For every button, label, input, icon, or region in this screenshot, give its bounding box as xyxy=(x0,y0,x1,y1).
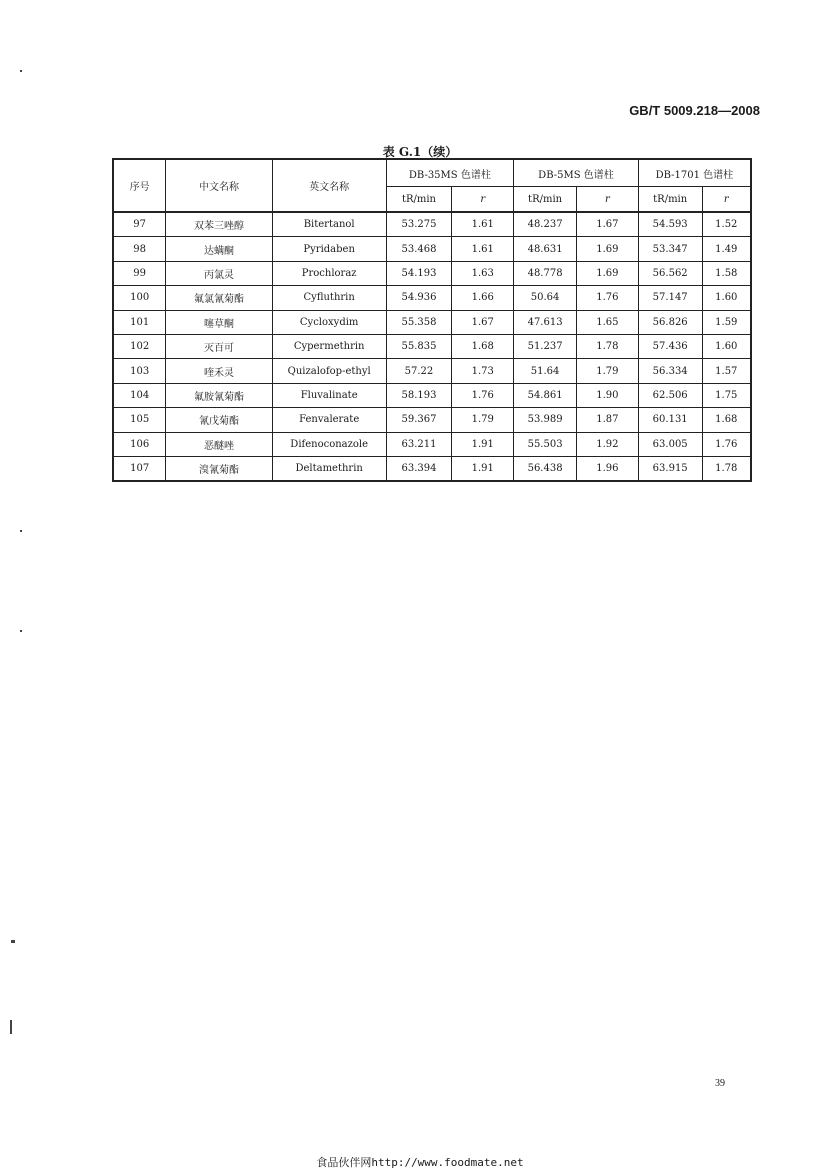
table-row xyxy=(113,310,751,334)
header-r: r xyxy=(577,187,639,213)
cell-english-name: Pyridaben xyxy=(272,237,386,261)
table-row xyxy=(113,408,751,432)
cell-db35ms-r: 1.76 xyxy=(452,383,514,407)
cell-chinese-name: 丙氯灵 xyxy=(166,261,272,285)
cell-db35ms-r: 1.91 xyxy=(452,456,514,481)
table-row xyxy=(113,456,751,481)
cell-db35ms-r: 1.61 xyxy=(452,237,514,261)
cell-db5ms-r: 1.79 xyxy=(577,359,639,383)
cell-db5ms-tr: 48.237 xyxy=(514,212,577,237)
cell-english-name: Cycloxydim xyxy=(272,310,386,334)
table-row xyxy=(113,286,751,310)
cell-serial: 107 xyxy=(113,456,166,481)
cell-db5ms-r: 1.87 xyxy=(577,408,639,432)
cell-serial: 103 xyxy=(113,359,166,383)
scan-artifact xyxy=(20,630,22,632)
header-r: r xyxy=(702,187,751,213)
cell-db35ms-tr: 55.358 xyxy=(386,310,452,334)
cell-db5ms-tr: 51.64 xyxy=(514,359,577,383)
cell-chinese-name: 氟胺氰菊酯 xyxy=(166,383,272,407)
cell-db1701-r: 1.57 xyxy=(702,359,751,383)
page-number: 39 xyxy=(715,1078,725,1089)
table-row xyxy=(113,432,751,456)
cell-db5ms-r: 1.78 xyxy=(577,334,639,358)
cell-db1701-tr: 57.436 xyxy=(638,334,702,358)
cell-db35ms-tr: 63.394 xyxy=(386,456,452,481)
cell-db1701-tr: 56.826 xyxy=(638,310,702,334)
cell-db35ms-r: 1.61 xyxy=(452,212,514,237)
cell-db35ms-tr: 55.835 xyxy=(386,334,452,358)
cell-serial: 106 xyxy=(113,432,166,456)
cell-serial: 102 xyxy=(113,334,166,358)
cell-db1701-r: 1.49 xyxy=(702,237,751,261)
cell-db35ms-r: 1.67 xyxy=(452,310,514,334)
cell-db1701-tr: 57.147 xyxy=(638,286,702,310)
cell-english-name: Fluvalinate xyxy=(272,383,386,407)
cell-db1701-tr: 56.562 xyxy=(638,261,702,285)
cell-db1701-tr: 53.347 xyxy=(638,237,702,261)
header-db5ms: DB-5MS 色谱柱 xyxy=(514,159,639,187)
cell-db35ms-r: 1.66 xyxy=(452,286,514,310)
cell-db35ms-tr: 53.468 xyxy=(386,237,452,261)
cell-db5ms-tr: 51.237 xyxy=(514,334,577,358)
cell-db35ms-tr: 54.193 xyxy=(386,261,452,285)
cell-db5ms-r: 1.69 xyxy=(577,237,639,261)
table-row xyxy=(113,261,751,285)
cell-db5ms-r: 1.76 xyxy=(577,286,639,310)
scan-artifact xyxy=(11,940,15,943)
cell-db35ms-r: 1.91 xyxy=(452,432,514,456)
cell-db5ms-r: 1.69 xyxy=(577,261,639,285)
cell-db1701-r: 1.68 xyxy=(702,408,751,432)
cell-db5ms-tr: 47.613 xyxy=(514,310,577,334)
cell-serial: 97 xyxy=(113,212,166,237)
cell-db1701-r: 1.60 xyxy=(702,286,751,310)
cell-chinese-name: 达螨酮 xyxy=(166,237,272,261)
header-db1701: DB-1701 色谱柱 xyxy=(638,159,751,187)
cell-serial: 99 xyxy=(113,261,166,285)
cell-db1701-r: 1.59 xyxy=(702,310,751,334)
cell-chinese-name: 氟氯氰菊酯 xyxy=(166,286,272,310)
cell-db1701-tr: 62.506 xyxy=(638,383,702,407)
retention-time-table xyxy=(112,158,752,482)
cell-english-name: Deltamethrin xyxy=(272,456,386,481)
header-tr: tR/min xyxy=(386,187,452,213)
cell-db1701-r: 1.75 xyxy=(702,383,751,407)
cell-db5ms-tr: 55.503 xyxy=(514,432,577,456)
cell-english-name: Fenvalerate xyxy=(272,408,386,432)
table-row xyxy=(113,237,751,261)
standard-code: GB/T 5009.218—2008 xyxy=(629,103,760,118)
table-row xyxy=(113,212,751,237)
cell-english-name: Bitertanol xyxy=(272,212,386,237)
cell-english-name: Cypermethrin xyxy=(272,334,386,358)
cell-db5ms-tr: 53.989 xyxy=(514,408,577,432)
cell-db35ms-r: 1.68 xyxy=(452,334,514,358)
cell-serial: 100 xyxy=(113,286,166,310)
cell-db1701-tr: 56.334 xyxy=(638,359,702,383)
cell-db1701-tr: 63.005 xyxy=(638,432,702,456)
header-serial: 序号 xyxy=(113,159,166,212)
cell-chinese-name: 氰戊菊酯 xyxy=(166,408,272,432)
cell-chinese-name: 喹禾灵 xyxy=(166,359,272,383)
cell-db35ms-tr: 57.22 xyxy=(386,359,452,383)
cell-english-name: Quizalofop-ethyl xyxy=(272,359,386,383)
cell-english-name: Prochloraz xyxy=(272,261,386,285)
cell-db35ms-tr: 63.211 xyxy=(386,432,452,456)
cell-db35ms-r: 1.79 xyxy=(452,408,514,432)
scan-artifact xyxy=(20,70,22,72)
cell-db35ms-r: 1.63 xyxy=(452,261,514,285)
cell-db1701-tr: 60.131 xyxy=(638,408,702,432)
cell-db5ms-r: 1.65 xyxy=(577,310,639,334)
cell-english-name: Difenoconazole xyxy=(272,432,386,456)
cell-db1701-tr: 54.593 xyxy=(638,212,702,237)
cell-db5ms-tr: 48.631 xyxy=(514,237,577,261)
cell-db35ms-tr: 58.193 xyxy=(386,383,452,407)
cell-db5ms-r: 1.90 xyxy=(577,383,639,407)
header-tr: tR/min xyxy=(514,187,577,213)
cell-db1701-r: 1.58 xyxy=(702,261,751,285)
table-caption: 表 G.1（续） xyxy=(382,145,458,159)
header-english-name: 英文名称 xyxy=(272,159,386,212)
cell-db5ms-tr: 56.438 xyxy=(514,456,577,481)
cell-db1701-r: 1.52 xyxy=(702,212,751,237)
header-chinese-name: 中文名称 xyxy=(166,159,272,212)
cell-db5ms-r: 1.96 xyxy=(577,456,639,481)
cell-chinese-name: 恶醚唑 xyxy=(166,432,272,456)
cell-serial: 98 xyxy=(113,237,166,261)
cell-db5ms-tr: 48.778 xyxy=(514,261,577,285)
table-row xyxy=(113,334,751,358)
cell-db1701-r: 1.76 xyxy=(702,432,751,456)
cell-db35ms-tr: 54.936 xyxy=(386,286,452,310)
scan-artifact xyxy=(10,1020,12,1034)
table-row xyxy=(113,359,751,383)
cell-db5ms-r: 1.92 xyxy=(577,432,639,456)
header-tr: tR/min xyxy=(638,187,702,213)
cell-db1701-r: 1.78 xyxy=(702,456,751,481)
cell-db35ms-r: 1.73 xyxy=(452,359,514,383)
table-row xyxy=(113,383,751,407)
cell-db5ms-tr: 50.64 xyxy=(514,286,577,310)
footer-url: 食品伙伴网http://www.foodmate.net xyxy=(316,1156,524,1169)
scan-artifact xyxy=(20,530,22,532)
cell-serial: 104 xyxy=(113,383,166,407)
cell-db35ms-tr: 53.275 xyxy=(386,212,452,237)
cell-chinese-name: 双苯三唑醇 xyxy=(166,212,272,237)
header-r: r xyxy=(452,187,514,213)
cell-db1701-tr: 63.915 xyxy=(638,456,702,481)
header-db35ms: DB-35MS 色谱柱 xyxy=(386,159,514,187)
cell-serial: 101 xyxy=(113,310,166,334)
cell-chinese-name: 溴氰菊酯 xyxy=(166,456,272,481)
cell-db5ms-tr: 54.861 xyxy=(514,383,577,407)
cell-chinese-name: 灭百可 xyxy=(166,334,272,358)
cell-serial: 105 xyxy=(113,408,166,432)
cell-chinese-name: 噻草酮 xyxy=(166,310,272,334)
cell-db1701-r: 1.60 xyxy=(702,334,751,358)
cell-db5ms-r: 1.67 xyxy=(577,212,639,237)
cell-db35ms-tr: 59.367 xyxy=(386,408,452,432)
cell-english-name: Cyfluthrin xyxy=(272,286,386,310)
